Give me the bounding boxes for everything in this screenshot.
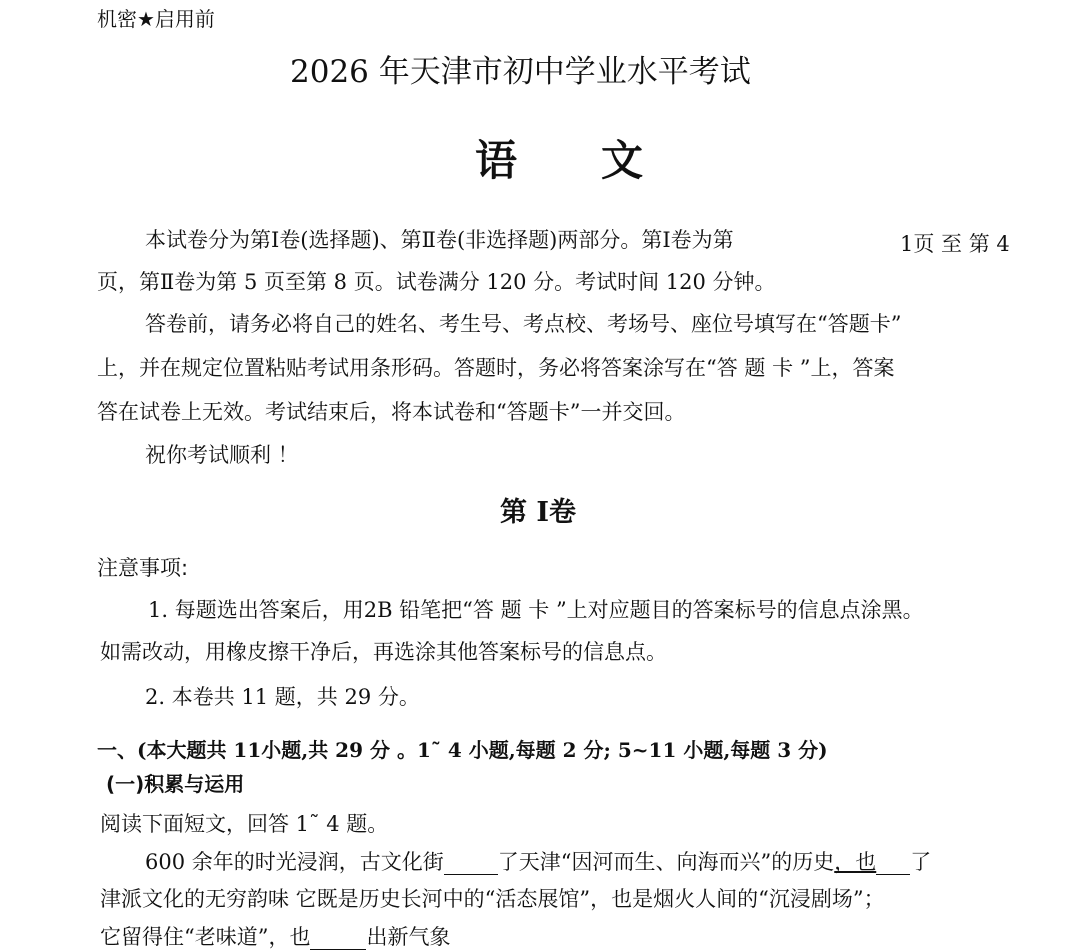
section-title: 第 Ⅰ卷 — [500, 497, 577, 528]
passage-line-1 — [145, 846, 931, 876]
answer-blank-2 — [876, 850, 910, 875]
intro-line-2: 页，第Ⅱ卷为第 5 页至第 8 页。试卷满分 120 分。考试时间 120 分钟。 — [97, 270, 776, 294]
passage-text: 它留得住“老味道”，也 — [100, 925, 311, 949]
notes-heading: 注意事项: — [97, 556, 189, 580]
intro-line-3: 答卷前，请务必将自己的姓名、考生号、考点校、考场号、座位号填写在“答题卡” — [145, 312, 902, 336]
answer-blank-1 — [444, 850, 498, 875]
passage-text: 出新气象 — [366, 925, 451, 949]
note-1-line-1: 1. 每题选出答案后，用2B 铅笔把“答 题 卡 ”上对应题目的答案标号的信息点涂黑。 — [148, 598, 924, 622]
intro-line-6: 祝你考试顺利 ！ — [145, 443, 299, 467]
intro-line-5: 答在试卷上无效。考试结束后，将本试卷和“答题卡”一并交回。 — [97, 400, 686, 424]
passage-line-2: 津派文化的无穷韵味 它既是历史长河中的“活态展馆”，也是烟火人间的“沉浸剧场”； — [100, 887, 885, 911]
passage-text: 了 — [910, 850, 932, 874]
intro-line-1-right: 1页 至 第 4 — [900, 232, 1010, 256]
passage-line-3 — [100, 921, 450, 951]
note-2: 2. 本卷共 11 题，共 29 分。 — [145, 685, 420, 709]
passage-text: 了天津“因河而生、向海而兴”的历史 — [497, 850, 835, 874]
exam-title: 2026 年天津市初中学业水平考试 — [290, 54, 751, 90]
note-1-line-2: 如需改动，用橡皮擦干净后，再选涂其他答案标号的信息点。 — [100, 640, 667, 664]
intro-line-4: 上，并在规定位置粘贴考试用条形码。答题时，务必将答案涂写在“答 题 卡 ”上，答案 — [97, 356, 895, 380]
part-one-heading: 一、(本大题共 11小题,共 29 分 。1˜ 4 小题,每题 2 分; 5~11 小题,每题 3 分) — [97, 738, 828, 762]
reading-instruction: 阅读下面短文，回答 1˜ 4 题。 — [100, 812, 389, 836]
subject-title: 语 文 — [475, 136, 644, 185]
passage-text: ，也 — [834, 850, 877, 874]
answer-blank-3 — [310, 925, 366, 950]
part-one-subheading: (一)积累与运用 — [106, 772, 245, 796]
confidential-mark: 机密★启用前 — [97, 7, 215, 31]
intro-line-1: 本试卷分为第Ⅰ卷(选择题)、第Ⅱ卷(非选择题)两部分。第Ⅰ卷为第 — [145, 228, 734, 252]
passage-text: 600 余年的时光浸润，古文化街 — [145, 850, 444, 874]
